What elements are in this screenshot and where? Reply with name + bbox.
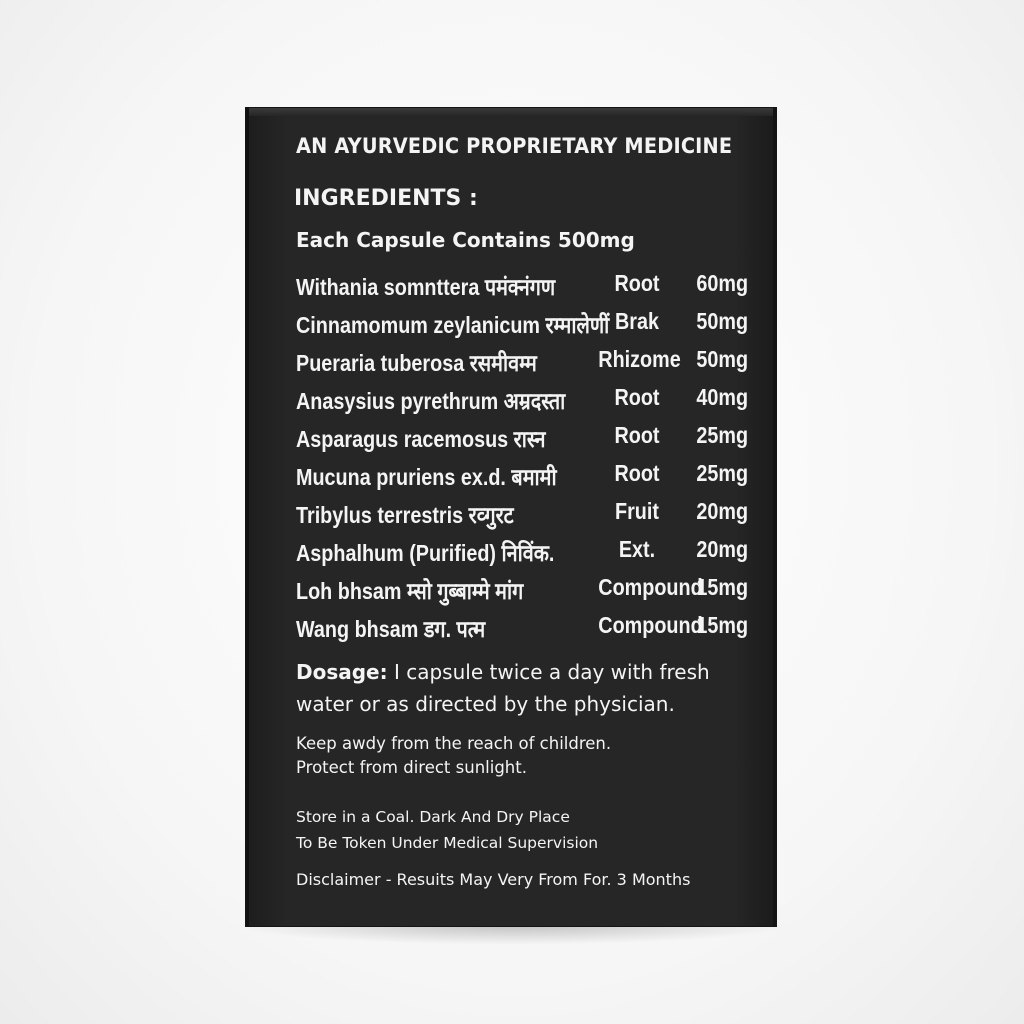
ingredient-row [296, 534, 749, 572]
ingredient-part: Root [614, 422, 660, 448]
ingredient-part: Compound [598, 612, 703, 638]
ingredient-name: Loh bhsam म्सो गुब्बाम्मे मांग [296, 578, 524, 604]
dosage-label: Dosage: [296, 660, 388, 684]
ingredient-part: Brak [615, 308, 659, 334]
ingredient-name: Mucuna pruriens ex.d. बमामी [296, 464, 557, 490]
ingredient-name: Asparagus racemosus रास्न [296, 426, 546, 452]
box-left-edge [246, 108, 249, 926]
disclaimer: Disclaimer - Resuits May Very From For. 3 Months [296, 870, 691, 889]
ingredient-row [296, 344, 749, 382]
ingredient-name: Wang bhsam डग. पत्म [296, 616, 486, 642]
warning-line: Protect from direct sunlight. [296, 758, 527, 777]
ingredient-row [296, 382, 749, 420]
ingredient-row [296, 496, 749, 534]
ingredient-dose: 25mg [696, 460, 749, 486]
ingredient-part: Root [614, 460, 660, 486]
ingredient-dose: 50mg [696, 346, 749, 372]
ingredient-dose: 60mg [696, 270, 749, 296]
ingredient-dose: 40mg [696, 384, 749, 410]
ingredients-table [296, 268, 749, 648]
ingredient-part: Root [614, 384, 660, 410]
box-top-edge [246, 108, 776, 116]
ingredient-row [296, 572, 749, 610]
storage-line: To Be Token Under Medical Supervision [296, 834, 599, 852]
ingredient-name: Anasysius pyrethrum अम्रदस्ता [296, 388, 566, 414]
ingredients-title: INGREDIENTS : [294, 186, 478, 211]
ingredient-dose: 50mg [696, 308, 749, 334]
ingredient-row [296, 458, 749, 496]
ingredient-part: Fruit [615, 498, 659, 524]
storage-line: Store in a Coal. Dark And Dry Place [296, 808, 570, 826]
warning-line: Keep awdy from the reach of children. [296, 734, 612, 753]
ingredient-dose: 25mg [696, 422, 749, 448]
ingredient-part: Compound [598, 574, 703, 600]
dosage-text: I capsule twice a day with fresh water or as directed by the physician. [296, 660, 710, 716]
ingredient-dose: 15mg [696, 612, 749, 638]
ingredient-part: Root [614, 270, 660, 296]
ingredient-dose: 15mg [696, 574, 749, 600]
ingredient-name: Tribylus terrestris रव्गुरट [296, 502, 514, 528]
ingredient-name: Pueraria tuberosa रसमीवम्म [296, 350, 537, 376]
ingredient-part: Rhizome [598, 346, 681, 372]
ingredient-row [296, 420, 749, 458]
dosage-instructions [296, 656, 746, 720]
ingredient-name: Withania somnttera पमंक्नंगण [296, 274, 556, 300]
medicine-box-back [246, 108, 776, 926]
ingredient-row [296, 610, 749, 648]
ingredient-name: Cinnamomum zeylanicum रम्मालेणीं [296, 312, 610, 338]
warnings [296, 732, 746, 780]
ingredient-name: Asphalhum (Purified) निविंक. [296, 540, 555, 566]
headline: AN AYURVEDIC PROPRIETARY MEDICINE [296, 134, 733, 158]
storage-instructions [296, 804, 746, 856]
ingredient-dose: 20mg [696, 536, 749, 562]
ingredient-dose: 20mg [696, 498, 749, 524]
ingredient-row [296, 306, 749, 344]
ingredient-part: Ext. [618, 536, 656, 562]
box-right-edge [773, 108, 776, 926]
ingredient-row [296, 268, 749, 306]
capsule-contents-line: Each Capsule Contains 500mg [296, 228, 635, 252]
